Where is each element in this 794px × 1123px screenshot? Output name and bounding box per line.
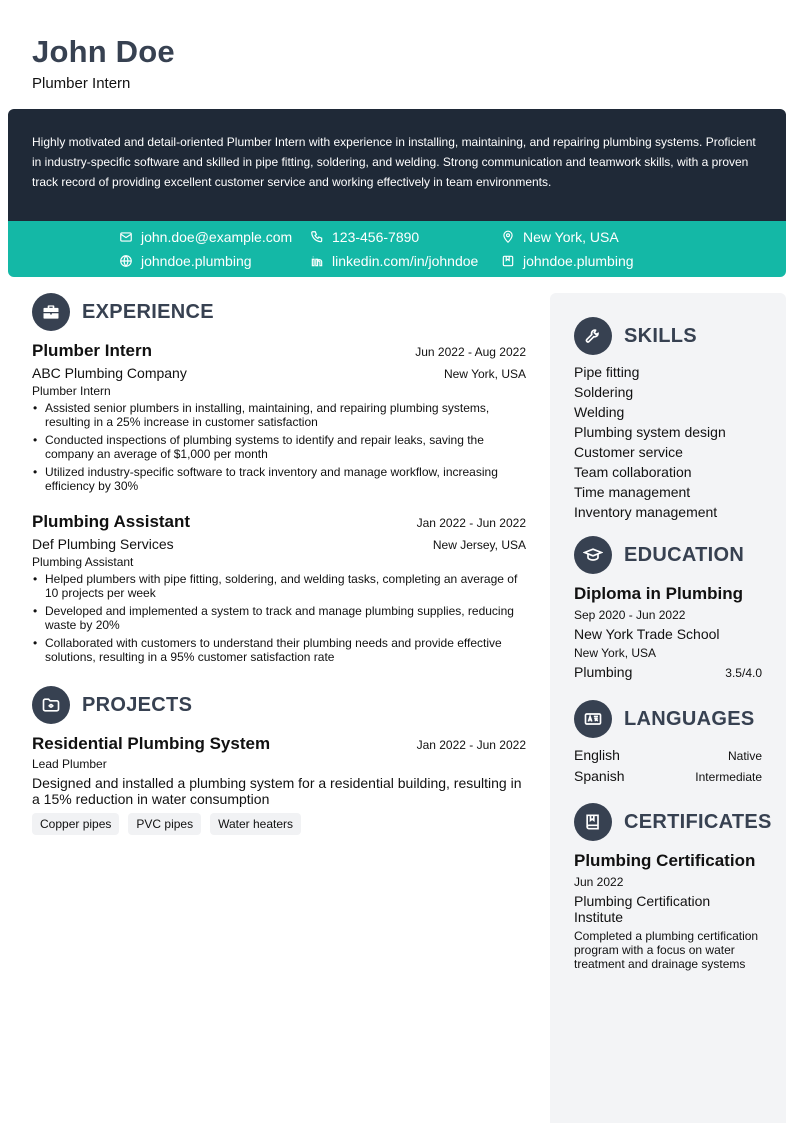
contact-email[interactable] xyxy=(119,227,292,247)
map-pin-icon xyxy=(501,230,515,244)
book-icon xyxy=(574,803,612,841)
education-school: New York Trade School xyxy=(574,626,720,642)
globe-icon xyxy=(119,254,133,268)
tag: PVC pipes xyxy=(128,813,201,835)
project-tags xyxy=(32,813,526,835)
education-entry xyxy=(574,584,762,680)
linkedin-icon xyxy=(310,254,324,268)
summary-text: Highly motivated and detail-oriented Plumber Intern with experience in installing, maintaining, and repairing plumbing systems. Proficient in industry-specific software and skilled in pipe fitting, soldering, and welding. Strong communication and teamwork skills, with a proven track record of providing excellent customer service and working effectively in team environments. xyxy=(32,135,756,189)
contact-phone[interactable] xyxy=(310,227,419,247)
experience-entry xyxy=(32,341,526,497)
project-date: Jan 2022 - Jun 2022 xyxy=(416,738,526,752)
email-text: john.doe@example.com xyxy=(141,229,293,245)
education-gpa: 3.5/4.0 xyxy=(725,666,762,680)
skill-item: Pipe fitting xyxy=(574,364,640,380)
bullet-item: • Utilized industry-specific software to track inventory and manage workflow, increasing efficiency by 30% xyxy=(32,465,526,493)
languages-heading xyxy=(574,700,754,738)
job-company: Def Plumbing Services xyxy=(32,536,174,552)
section-title: EXPERIENCE xyxy=(82,300,214,323)
education-degree: Diploma in Plumbing xyxy=(574,584,744,603)
skill-item: Plumbing system design xyxy=(574,424,726,440)
section-title: SKILLS xyxy=(624,324,697,347)
candidate-role: Plumber Intern xyxy=(32,75,131,92)
summary-section xyxy=(8,109,786,221)
job-title: Plumber Intern xyxy=(32,341,152,360)
project-role: Lead Plumber xyxy=(32,757,107,771)
certificate-issuer: Plumbing Certification Institute xyxy=(574,893,711,925)
language-item xyxy=(574,766,762,787)
project-title: Residential Plumbing System xyxy=(32,734,271,753)
section-title: EDUCATION xyxy=(624,543,745,566)
briefcase-icon xyxy=(32,293,70,331)
bullet-item: • Collaborated with customers to understand their plumbing needs and provide effective solutions, resulting in a 95% customer satisfaction rate xyxy=(32,636,526,664)
portfolio-text: johndoe.plumbing xyxy=(523,253,634,269)
bullet-item: • Helped plumbers with pipe fitting, soldering, and welding tasks, completing an average of 10 projects per week xyxy=(32,572,526,600)
bullet-item: • Developed and implemented a system to track and manage plumbing supplies, reducing waste by 20% xyxy=(32,604,526,632)
job-date: Jun 2022 - Aug 2022 xyxy=(415,345,526,359)
job-company: ABC Plumbing Company xyxy=(32,365,187,381)
skill-item: Welding xyxy=(574,404,625,420)
project-entry xyxy=(32,734,526,835)
education-date: Sep 2020 - Jun 2022 xyxy=(574,608,686,622)
job-bullets xyxy=(32,572,526,664)
job-location: New Jersey, USA xyxy=(432,538,526,552)
bullet-item: • Conducted inspections of plumbing systems to identify and repair leaks, saving the company an average of $1,000 per month xyxy=(32,433,526,461)
job-location: New York, USA xyxy=(443,367,526,381)
section-title: CERTIFICATES xyxy=(624,810,772,833)
education-heading xyxy=(574,536,744,574)
certificate-date: Jun 2022 xyxy=(574,875,624,889)
candidate-name: John Doe xyxy=(32,34,175,69)
mail-icon xyxy=(119,230,133,244)
contact-linkedin[interactable] xyxy=(310,251,478,271)
certificate-name: Plumbing Certification xyxy=(574,851,756,870)
contact-bar xyxy=(8,221,786,277)
tag: Water heaters xyxy=(210,813,301,835)
job-title: Plumbing Assistant xyxy=(32,512,191,531)
language-name: English xyxy=(574,747,620,763)
education-field: Plumbing xyxy=(574,664,633,680)
language-level: Native xyxy=(727,749,762,763)
language-item xyxy=(574,745,762,766)
skill-item: Time management xyxy=(574,484,691,500)
bullet-item: • Assisted senior plumbers in installing, maintaining, and repairing plumbing systems, resulting in a 25% increase in customer satisfaction xyxy=(32,401,526,429)
skill-item: Customer service xyxy=(574,444,683,460)
language-level: Intermediate xyxy=(695,770,762,784)
folder-icon xyxy=(32,686,70,724)
job-date: Jan 2022 - Jun 2022 xyxy=(416,516,526,530)
certificates-heading xyxy=(574,803,772,841)
translate-icon xyxy=(574,700,612,738)
skill-item: Soldering xyxy=(574,384,634,400)
skills-list xyxy=(574,362,762,522)
experience-heading xyxy=(32,293,214,331)
tag: Copper pipes xyxy=(32,813,119,835)
website-text: johndoe.plumbing xyxy=(141,253,252,269)
phone-text: 123-456-7890 xyxy=(332,229,420,245)
education-location: New York, USA xyxy=(574,646,657,660)
projects-heading xyxy=(32,686,192,724)
graduation-cap-icon xyxy=(574,536,612,574)
bookmark-icon xyxy=(501,254,515,268)
location-text: New York, USA xyxy=(523,229,619,245)
language-name: Spanish xyxy=(574,768,625,784)
certificate-entry xyxy=(574,851,762,971)
contact-portfolio[interactable] xyxy=(501,251,634,271)
contact-website[interactable] xyxy=(119,251,252,271)
section-title: PROJECTS xyxy=(82,693,193,716)
job-bullets xyxy=(32,401,526,493)
phone-icon xyxy=(310,230,324,244)
skill-item: Team collaboration xyxy=(574,464,692,480)
wrench-icon xyxy=(574,317,612,355)
project-description: Designed and installed a plumbing system for a residential building, resulting in a 15% reduction in water consumption xyxy=(32,775,522,807)
contact-location xyxy=(501,227,619,247)
languages-list xyxy=(574,745,762,787)
experience-entry xyxy=(32,512,526,668)
linkedin-text: linkedin.com/in/johndoe xyxy=(332,253,479,269)
job-position: Plumbing Assistant xyxy=(32,555,134,569)
job-position: Plumber Intern xyxy=(32,384,111,398)
certificate-description: Completed a plumbing certification program with a focus on water treatment and drainage systems xyxy=(574,929,759,971)
section-title: LANGUAGES xyxy=(624,707,755,730)
skill-item: Inventory management xyxy=(574,504,718,520)
skills-heading xyxy=(574,317,697,355)
